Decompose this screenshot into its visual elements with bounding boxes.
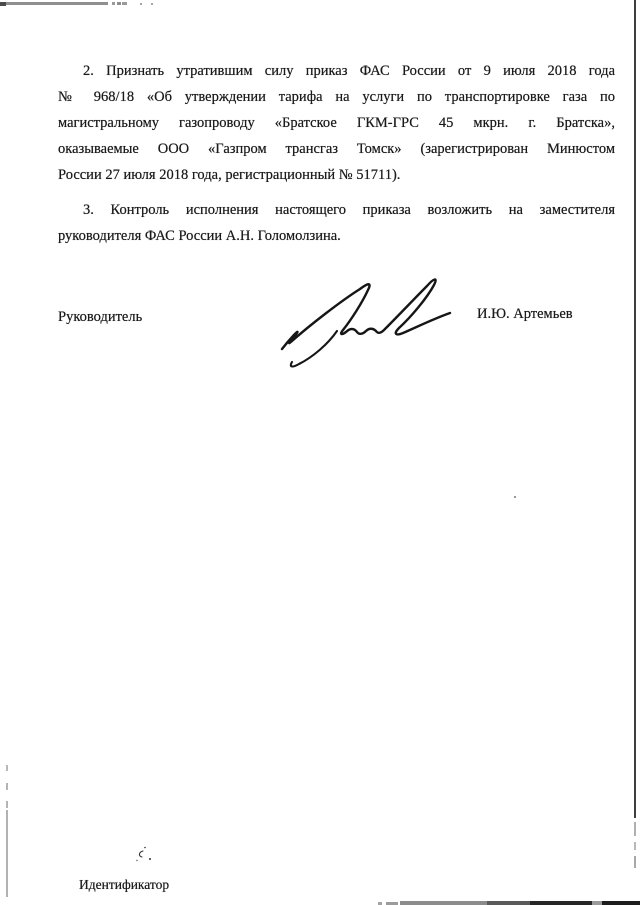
scan-artifact-top-bar-tip: [0, 2, 6, 6]
text-line: оказываемые ООО «Газпром трансгаз Томск» (зарегистрирован Минюстом: [58, 141, 615, 157]
text-line: 2. Признать утратившим силу приказ ФАС России от 9 июля 2018 года: [83, 63, 615, 79]
footer-identifier-label: Идентификатор: [79, 877, 170, 892]
scan-artifact-bottom-bar: [487, 901, 530, 905]
signatory-name: И.Ю. Артемьев: [477, 306, 573, 322]
scan-artifact-top-dash: [117, 2, 121, 5]
scan-artifact-speck: [514, 496, 516, 498]
scan-artifact-right-border: [634, 842, 636, 850]
text-line: руководителя ФАС России А.Н. Голомолзина.: [58, 228, 341, 244]
scan-artifact-left-line: [6, 801, 8, 808]
scan-artifact-left-line: [6, 765, 8, 771]
text-line: России 27 июля 2018 года, регистрационный № 51711).: [58, 167, 401, 183]
scan-artifact-right-border: [634, 0, 636, 818]
text-line: № 968/18 «Об утверждении тарифа на услуги по транспортировке газа по: [58, 89, 615, 105]
scan-artifact-bottom-bar: [400, 901, 487, 905]
scan-artifact-right-border: [634, 822, 636, 836]
scan-artifact-top-dot: [151, 3, 153, 5]
scan-artifact-top-bar: [0, 2, 108, 5]
scan-artifact-left-line: [6, 810, 8, 897]
scan-artifact-left-line: [6, 783, 8, 790]
scan-artifact-top-dash: [122, 2, 127, 5]
scan-artifact-bottom-bar: [530, 901, 592, 905]
order-text-block: [58, 58, 615, 249]
handwritten-signature-icon: [265, 268, 465, 376]
scan-artifact-bottom-bar: [602, 901, 640, 905]
pencil-mark-icon: [134, 845, 156, 865]
signatory-role-label: Руководитель: [58, 309, 143, 325]
scan-artifact-top-dash: [112, 2, 115, 5]
scan-artifact-bottom-bar: [592, 901, 602, 905]
text-line: 3. Контроль исполнения настоящего приказа возложить на заместителя: [83, 202, 615, 218]
order-item-2: [58, 58, 615, 188]
scan-artifact-right-border: [634, 856, 636, 868]
text-line: магистральному газопроводу «Братское ГКМ-ГРС 45 мкрн. г. Братска»,: [58, 115, 615, 131]
order-item-3: [58, 197, 615, 249]
scan-artifact-top-dot: [140, 3, 142, 5]
